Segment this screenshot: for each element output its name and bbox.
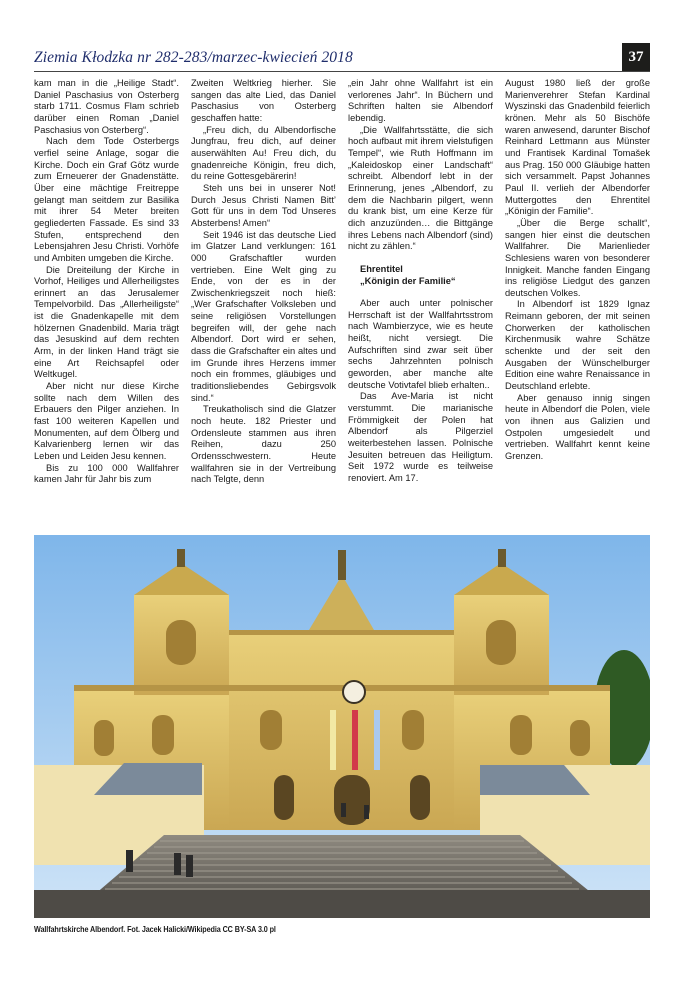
magazine-title: Ziemia Kłodzka nr 282-283/marzec-kwiecień 2018 <box>34 49 353 66</box>
ground <box>34 890 650 918</box>
paragraph: Aber nicht nur diese Kirche sollte nach dem Willen des Erbauers den Pilger anziehen. In fast 100 weiteren Kapellen und Monumenten, auf dem Ölberg und Kalvarienberg lernen wir das Leben und Leiden Jesu kennen. <box>34 381 179 461</box>
song-verse: „Freu dich, du Albendorfische Jungfrau, freu dich, auf deiner auserwählten Au! Freu dich, du gnadenreiche Königin, freu dich, du reine Gottesgebärerin! <box>191 124 336 182</box>
basilica-photo <box>34 535 650 918</box>
subheading-line-2: „Königin der Familie“ <box>360 275 456 286</box>
paragraph: Das Ave-Maria ist nicht verstummt. Die marianische Frömmigkeit der Polen hat Albendorf als Pilgerziel weiterbestehen lassen. Polnische Jesuiten betreuen das Heiligtum. Seit 1972 wurde es teilweise renoviert. Am 17. <box>348 391 493 483</box>
photo-caption: Wallfahrtskirche Albendorf. Fot. Jacek Halicki/Wikipedia CC BY-SA 3.0 pl <box>34 925 276 934</box>
paragraph: Seit 1946 ist das deutsche Lied im Glatzer Land verklungen: 161 000 Grafschaftler wurden vertrieben. Eine Welt ging zu Ende, von der es in der Zwischenkriegszeit noch hieß: „Wer Grafschafter Volksleben und seine religiösen Vorstellungen begreifen will, der gehe nach Albendorf. Dort wird er sehen, dass die Grafschafter ein altes und im Grunde ihres Herzens immer noch ein frommes, gläubiges und traditionsliebendes Gebirgsvolk sind.“ <box>191 229 336 403</box>
paragraph: In Albendorf ist 1829 Ignaz Reimann geboren, der mit seinen Chorwerken der katholischen Kirchenmusik wahre Schätze schenkte und der seit den Ausgaben der Wünschelburger Edition eine wahre Renaissance in Deutschland erlebte. <box>505 299 650 392</box>
paragraph: Die Dreiteilung der Kirche in Vorhof, Heiliges und Allerheiligstes erinnert an das Jerusalemer Tempelvorbild. Das „Allerheiligste“ ist die Gnadenkapelle mit dem hölzernen Gnadenbild. Maria trägt das Jesuskind auf dem rechten Arm, in der linken Hand trägt sie eine Art Reichsapfel oder Weltkugel. <box>34 264 179 380</box>
subheading-line-1: Ehrentitel <box>360 263 403 274</box>
page-number-badge: 37 <box>622 43 650 71</box>
paragraph: Bis zu 100 000 Wallfahrer kamen Jahr für Jahr bis zum <box>34 462 179 485</box>
basilica-illustration <box>34 535 650 918</box>
text-column-2 <box>191 78 336 528</box>
paragraph: „Die Wallfahrtsstätte, die sich hoch aufbaut mit ihrem vielstufigen Tempel“, wie Ruth Hoffmann im „Kaleidoskop einer Landschaft“ schreibt. Albendorf lebt in der Erinnerung, jenes „Albendorf, zu dem die Nachbarin pilgert, wenn du krank bist, um eine Kerze für dich anzuzünden… die Bittgänge ihres Lebens nach Albendorf (sind) nicht zu zählen.“ <box>348 124 493 252</box>
paragraph: Nach dem Tode Osterbergs verfiel seine Anlage, sogar die Kirche. Doch ein Graf Götz wurde zum Erneuerer der Gnadenstätte. Über eine mächtige Freitreppe gelangt man seitdem zur Basilika mit ihrer 54 Meter breiten gegliederten Fassade. Es sind 33 Stufen, entsprechend den Lebensjahren Jesu Christi. Vorhöfe und Ambiten umgeben die Kirche. <box>34 136 179 263</box>
paragraph: Aber genauso innig singen heute in Albendorf die Polen, viele von ihnen aus Galizien und Ostpolen umgesiedelt und vertrieben. Wallfahrt kennt keine Grenzen. <box>505 392 650 461</box>
paragraph: „Über die Berge schallt“, sangen hier einst die deutschen Wallfahrer. Die Marienlieder Schlesiens waren von besonderer Innigkeit. Manche fanden Eingang ins religiöse Liedgut des ganzen deutschen Volkes. <box>505 217 650 298</box>
paragraph: Zweiten Weltkrieg hierher. Sie sangen das alte Lied, das Daniel Paschasius von Osterberg geschaffen hatte: <box>191 78 336 123</box>
paragraph: Treukatholisch sind die Glatzer noch heute. 182 Priester und Ordensleute stammen aus ihren Reihen, dazu 250 Ordensschwestern. Heute wallfahren sie in der Vertreibung nach Telgte, denn <box>191 404 336 485</box>
article-body <box>34 78 650 528</box>
paragraph: August 1980 ließ der große Marienverehrer Stefan Kardinal Wyszinski das Gnadenbild feierlich krönen. Mehr als 50 Bischöfe waren anwesend, darunter Bischof Reinhard Lettmann aus Münster und Frantisek Kardinal Tomašek aus Prag. 150 000 Gläubige hatten sich versammelt. Papst Johannes Paul II. verlieh der Albendorfer Muttergottes den Ehrentitel „Königin der Familie“. <box>505 78 650 217</box>
paragraph: „ein Jahr ohne Wallfahrt ist ein verlorenes Jahr“. In Büchern und Schriften halten sie Albendorf lebendig. <box>348 78 493 123</box>
section-subheading <box>360 264 493 287</box>
page-header <box>34 43 650 72</box>
paragraph: Aber auch unter polnischer Herrschaft ist der Wallfahrtsstrom nach Wambierzyce, wie es heute heißt, nicht versiegt. Die Aufschriften sind zwar seit über sechs Jahrzehnten polnisch geworden, aber manche alte deutsche Votivtafel blieb erhalten.. <box>348 298 493 390</box>
text-column-3 <box>348 78 493 528</box>
text-column-1 <box>34 78 179 528</box>
clock-icon <box>343 681 365 703</box>
text-column-4 <box>505 78 650 528</box>
paragraph: kam man in die „Heilige Stadt“. Daniel Paschasius von Osterberg starb 1711. Cosmus Flam schrieb darüber einen Roman „Daniel Paschasius von Osterberg“. <box>34 78 179 135</box>
song-verse: Steh uns bei in unserer Not! Durch Jesus Christi Namen Bitt’ Gott für uns in dem Tod Unseres Absterbens! Amen“ <box>191 182 336 228</box>
